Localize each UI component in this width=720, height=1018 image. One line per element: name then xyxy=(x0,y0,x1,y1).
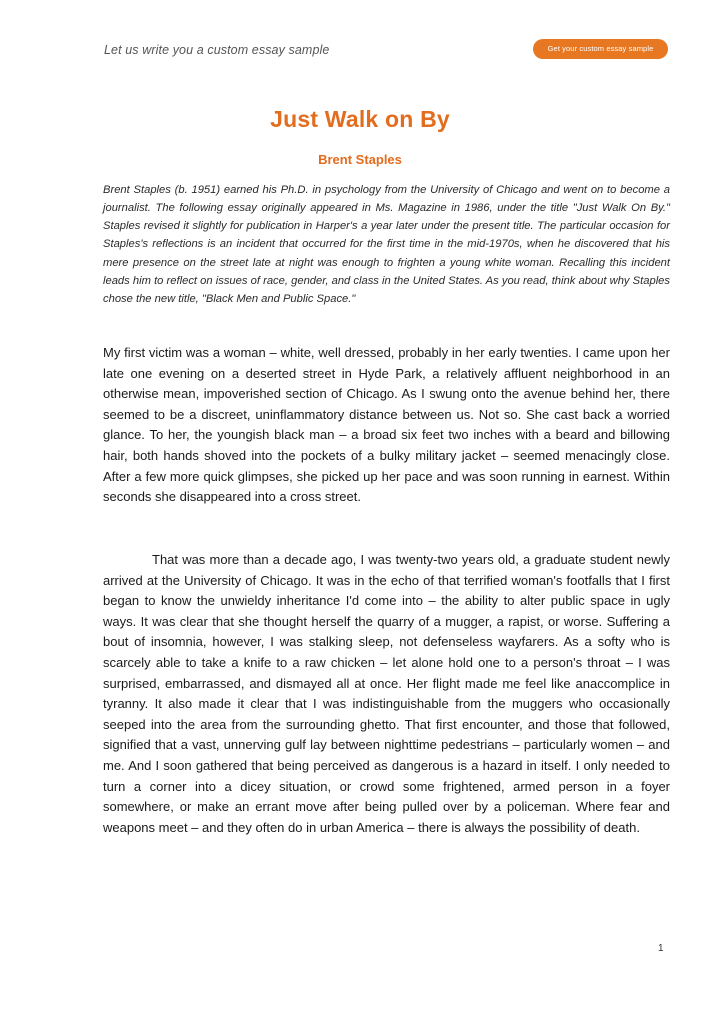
document-title: Just Walk on By xyxy=(270,106,450,132)
page-number: 1 xyxy=(658,943,664,954)
custom-essay-button[interactable]: Get your custom essay sample xyxy=(533,39,668,59)
intro-paragraph: Brent Staples (b. 1951) earned his Ph.D. in psychology from the University of Chicago and went on to become a journalist. The following essay originally appeared in Ms. Magazine in 1986, under the title "Just Walk On By." Staples revised it slightly for publication in Harper's a year later under the present title. The particular occasion for Staples's reflections is an incident that occurred for the first time in the mid-1970s, when he discovered that his mere presence on the street late at night was enough to frighten a young white woman. Recalling this incident leads him to reflect on issues of race, gender, and class in the United States. As you read, think about why Staples chose the new title, "Black Men and Public Space." xyxy=(103,184,670,305)
body-paragraph-1: My first victim was a woman – white, well dressed, probably in her early twenties. I came upon her late one evening on a deserted street in Hyde Park, a relatively affluent neighborhood in an otherwise mean, impoverished section of Chicago. As I swung onto the avenue behind her, there seemed to be a discreet, uninflammatory distance between us. Not so. She cast back a worried glance. To her, the youngish black man – a broad six feet two inches with a beard and billowing hair, both hands shoved into the pockets of a bulky military jacket – seemed menacingly close. After a few more quick glimpses, she picked up her pace and was soon running in earnest. Within seconds she disappeared into a cross street. xyxy=(103,345,670,505)
header-tagline: Let us write you a custom essay sample xyxy=(104,43,330,57)
body-paragraph-2: That was more than a decade ago, I was twenty-two years old, a graduate student newly arrived at the University of Chicago. It was in the echo of that terrified woman's footfalls that I first began to know the unwieldy inheritance I'd come into – the ability to alter public space in ugly ways. It was clear that she thought herself the quarry of a mugger, a rapist, or worse. Suffering a bout of insomnia, however, I was stalking sleep, not defenseless wayfarers. As a softy who is scarcely able to take a knife to a raw chicken – let alone hold one to a person's throat – I was surprised, embarrassed, and dismayed all at once. Her flight made me feel like anaccomplice in tyranny. It also made it clear that I was indistinguishable from the muggers who occasionally seeped into the area from the surrounding ghetto. That first encounter, and those that followed, signified that a vast, unnerving gulf lay between nighttime pedestrians – particularly women – and me. And I soon gathered that being perceived as dangerous is a hazard in itself. I only needed to turn a corner into a dicey situation, or crowd some frightened, armed person in a foyer somewhere, or make an errant move after being pulled over by a policeman. Where fear and weapons meet – and they often do in urban America – there is always the possibility of death. xyxy=(103,552,670,835)
page-header xyxy=(0,0,720,70)
document-author: Brent Staples xyxy=(318,152,402,167)
